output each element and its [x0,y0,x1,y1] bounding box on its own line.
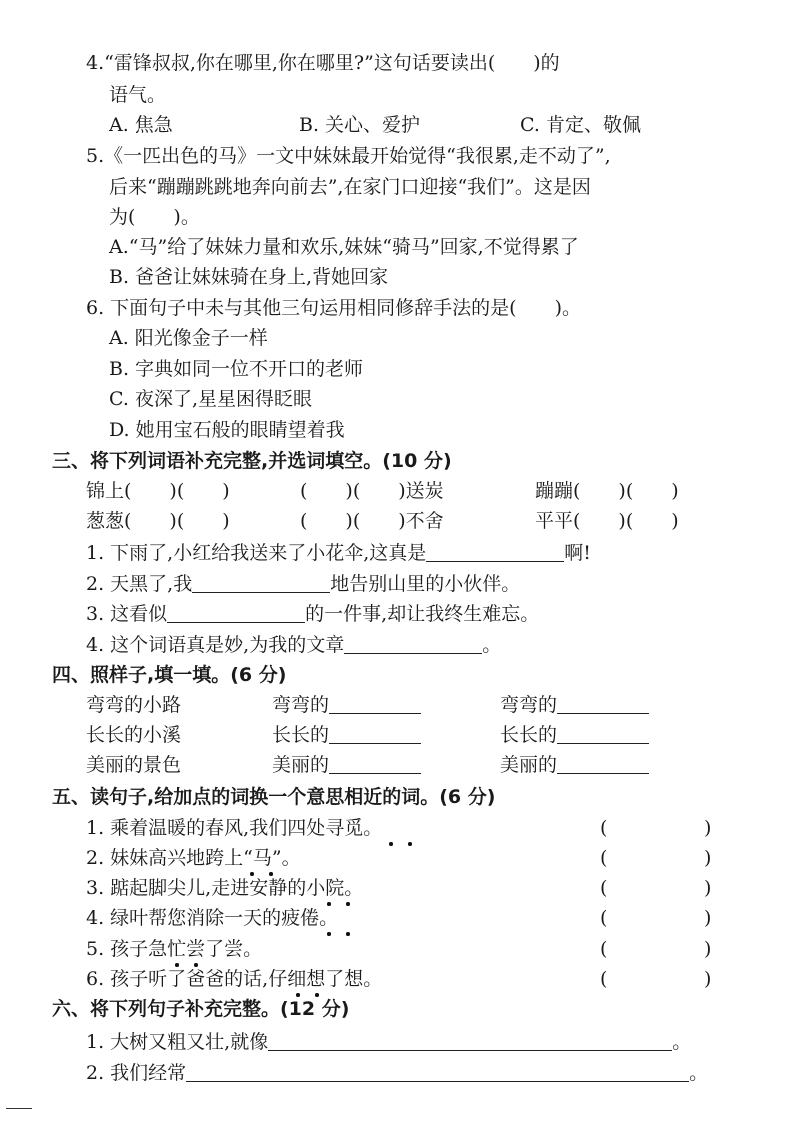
phrase-prefix: 美丽的 [500,754,558,776]
emphasis-dot [408,842,412,846]
q6-option-a: A. 阳光像金子一样 [109,327,268,349]
phrase-fill [500,752,649,778]
q4-option-b: B. 关心、爱护 [299,114,421,136]
sentence-text: 4. 这个词语真是妙,为我的文章 [86,634,345,656]
phrase-prefix: 长长的 [500,724,558,746]
sec3-sentence-4 [86,632,501,658]
example-phrase: 美丽的景色 [86,754,182,776]
answer-paren-close: ) [704,938,712,960]
idiom-blank[interactable]: ( )( )送炭 [300,480,444,502]
fill-blank[interactable] [268,1030,672,1051]
idiom-blank[interactable]: 葱葱( )( ) [86,510,230,532]
phrase-prefix: 弯弯的 [272,694,330,716]
example-phrase: 弯弯的小路 [86,694,182,716]
sentence-text: 地告别山里的小伙伴。 [330,573,521,595]
answer-paren-open: ( [600,877,608,899]
emphasis-dot [327,902,331,906]
phrase-fill [500,692,649,718]
sentence-end: 。 [672,1031,692,1053]
fill-blank[interactable] [192,572,330,593]
emphasis-dot [389,842,393,846]
answer-paren-open: ( [600,968,608,990]
sentence-text: 3. 这看似 [86,603,168,625]
phrase-fill [272,752,421,778]
answer-paren-close: ) [704,877,712,899]
q4-option-c: C. 肯定、敬佩 [520,114,641,136]
q5-stem-line2: 后来“蹦蹦跳跳地奔向前去”,在家门口迎接“我们”。这是因 [109,176,591,198]
answer-paren-close: ) [704,847,712,869]
fill-blank[interactable] [167,602,305,623]
emphasis-dot [346,902,350,906]
emphasis-dot [269,872,273,876]
idiom-blank[interactable]: 锦上( )( ) [86,480,230,502]
section5-heading: 五、读句子,给加点的词换一个意思相近的词。(6 分) [52,786,496,808]
q4-stem-line1: 4.“雷锋叔叔,你在哪里,你在哪里?”这句话要读出( )的 [86,52,560,74]
sec5-sentence-2: 2. 妹妹高兴地跨上“马”。 [86,847,301,869]
q6-option-b: B. 字典如同一位不开口的老师 [109,358,364,380]
q4-option-a: A. 焦急 [109,114,173,136]
q5-stem-line1: 5.《一匹出色的马》一文中妹妹最开始觉得“我很累,走不动了”, [86,145,611,167]
answer-paren-close: ) [704,968,712,990]
section6-heading: 六、将下列句子补充完整。(12 分) [52,998,350,1020]
fill-blank[interactable] [186,1061,689,1082]
sentence-text: 啊! [564,542,591,564]
example-phrase: 长长的小溪 [86,724,182,746]
idiom-blank[interactable]: 平平( )( ) [535,510,679,532]
fill-blank[interactable] [329,753,421,774]
sentence-text: 的一件事,却让我终生难忘。 [305,603,540,625]
sec6-sentence-2 [86,1060,708,1086]
q5-option-b: B. 爸爸让妹妹骑在身上,背她回家 [109,266,389,288]
phrase-prefix: 美丽的 [272,754,330,776]
q4-stem-line2: 语气。 [109,84,167,106]
sec3-sentence-3 [86,601,539,627]
sec5-sentence-1: 1. 乘着温暖的春风,我们四处寻觅。 [86,817,383,839]
sec5-sentence-6: 6. 孩子听了爸爸的话,仔细想了想。 [86,968,383,990]
fill-blank[interactable] [557,753,649,774]
answer-paren-open: ( [600,817,608,839]
sentence-text: 2. 天黑了,我 [86,573,193,595]
sec6-sentence-1 [86,1029,691,1055]
fill-blank[interactable] [557,723,649,744]
answer-paren-close: ) [704,907,712,929]
fill-blank[interactable] [329,723,421,744]
fill-blank[interactable] [344,633,482,654]
idiom-blank[interactable]: 蹦蹦( )( ) [535,480,679,502]
emphasis-dot [250,872,254,876]
answer-paren-open: ( [600,938,608,960]
idiom-blank[interactable]: ( )( )不舍 [300,510,444,532]
answer-paren-close: ) [704,817,712,839]
section4-heading: 四、照样子,填一填。(6 分) [52,664,287,686]
emphasis-dot [346,932,350,936]
sec3-sentence-2 [86,571,520,597]
q6-option-c: C. 夜深了,星星困得眨眼 [109,388,312,410]
sec5-sentence-5: 5. 孩子急忙尝了尝。 [86,938,263,960]
emphasis-dot [327,932,331,936]
fill-blank[interactable] [557,693,649,714]
page-corner-mark [6,1108,32,1109]
sentence-text: 。 [482,634,502,656]
sentence-text: 1. 下雨了,小红给我送来了小花伞,这真是 [86,542,427,564]
sec5-sentence-3: 3. 踮起脚尖儿,走进安静的小院。 [86,877,364,899]
sec5-sentence-4: 4. 绿叶帮您消除一天的疲倦。 [86,907,339,929]
phrase-fill [500,722,649,748]
q5-stem-line3: 为( )。 [109,206,200,228]
section3-heading: 三、将下列词语补充完整,并选词填空。(10 分) [52,450,452,472]
emphasis-dot [175,963,179,967]
q5-option-a: A.“马”给了妹妹力量和欢乐,妹妹“骑马”回家,不觉得累了 [109,236,579,258]
phrase-prefix: 弯弯的 [500,694,558,716]
emphasis-dot [194,963,198,967]
sentence-text: 1. 大树又粗又壮,就像 [86,1031,269,1053]
phrase-fill [272,722,421,748]
sentence-end: 。 [689,1062,709,1084]
sentence-text: 2. 我们经常 [86,1062,187,1084]
phrase-prefix: 长长的 [272,724,330,746]
answer-paren-open: ( [600,847,608,869]
answer-paren-open: ( [600,907,608,929]
fill-blank[interactable] [426,541,564,562]
q6-stem: 6. 下面句子中未与其他三句运用相同修辞手法的是( )。 [86,297,581,319]
sec3-sentence-1 [86,540,591,566]
phrase-fill [272,692,421,718]
q6-option-d: D. 她用宝石般的眼睛望着我 [109,419,345,441]
fill-blank[interactable] [329,693,421,714]
